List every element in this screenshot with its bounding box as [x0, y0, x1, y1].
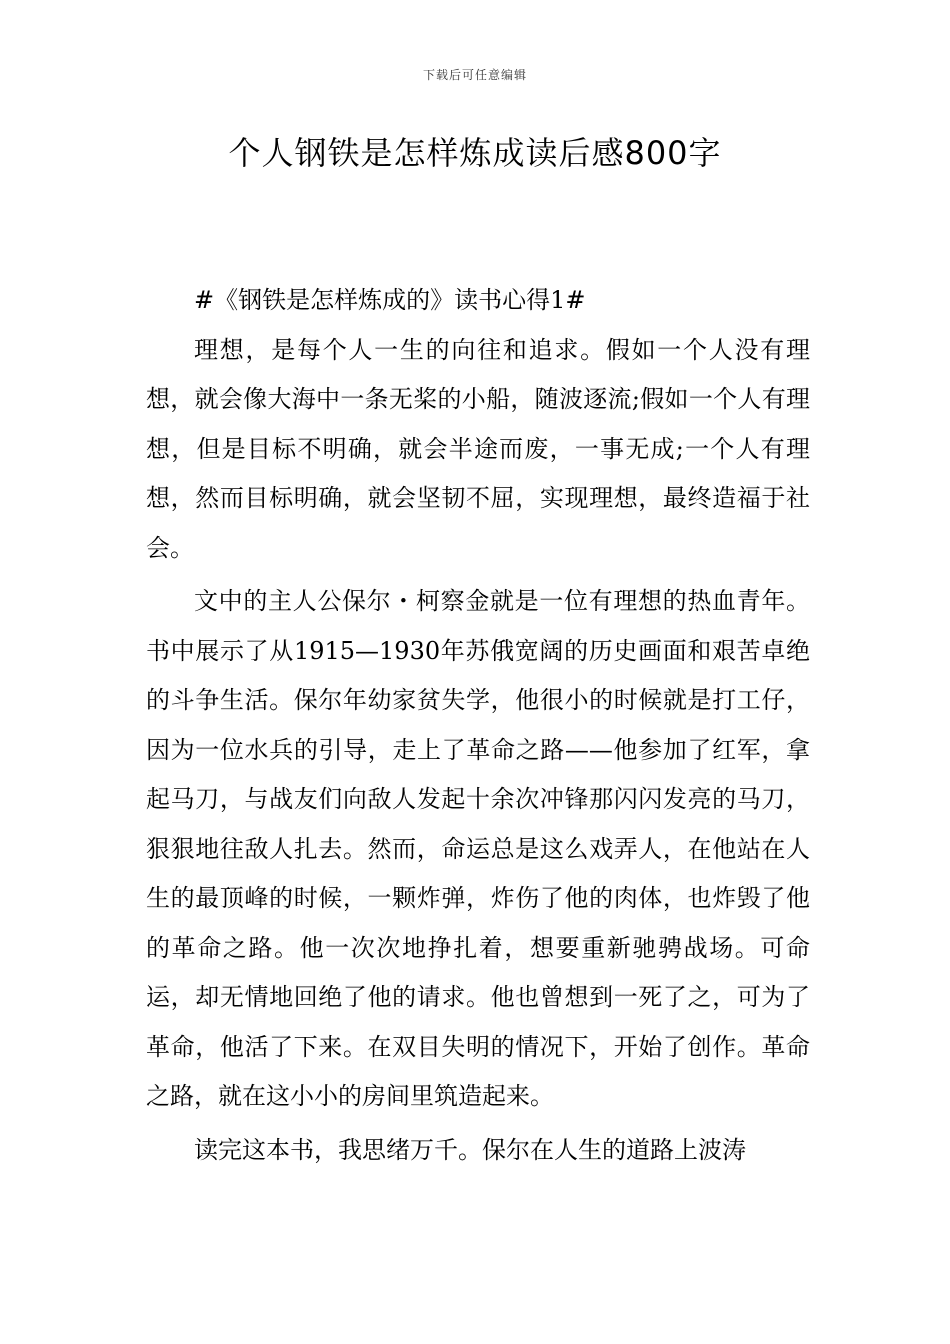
paragraph-2: 文中的主人公保尔・柯察金就是一位有理想的热血青年。书中展示了从1915—1930年苏俄宽阔的历史画面和艰苦卓绝的斗争生活。保尔年幼家贫失学，他很小的时候就是打工仔，因为一位水兵的引导，走上了革命之路——他参加了红军，拿起马刀，与战友们向敌人发起十余次冲锋那闪闪发亮的马刀，狠狠地往敌人扎去。然而，命运总是这么戏弄人，在他站在人生的最顶峰的时候，一颗炸弹，炸伤了他的肉体，也炸毁了他的革命之路。他一次次地挣扎着，想要重新驰骋战场。可命运，却无情地回绝了他的请求。他也曾想到一死了之，可为了革命，他活了下来。在双目失明的情况下，开始了创作。革命之路，就在这小小的房间里筑造起来。 [146, 587, 810, 1110]
document-title: 个人钢铁是怎样炼成读后感800字 [228, 134, 722, 172]
section-heading: #《钢铁是怎样炼成的》读书心得1# [194, 286, 586, 314]
paragraph-1: 理想，是每个人一生的向往和追求。假如一个人没有理想，就会像大海中一条无桨的小船，随波逐流;假如一个人有理想，但是目标不明确，就会半途而废，一事无成;一个人有理想，然而目标明确，就会坚韧不屈，实现理想，最终造福于社会。 [146, 335, 810, 562]
header-note: 下载后可任意编辑 [422, 68, 527, 82]
document-body [146, 276, 810, 1179]
paragraph-3: 读完这本书，我思绪万千。保尔在人生的道路上波涛 [194, 1135, 746, 1164]
